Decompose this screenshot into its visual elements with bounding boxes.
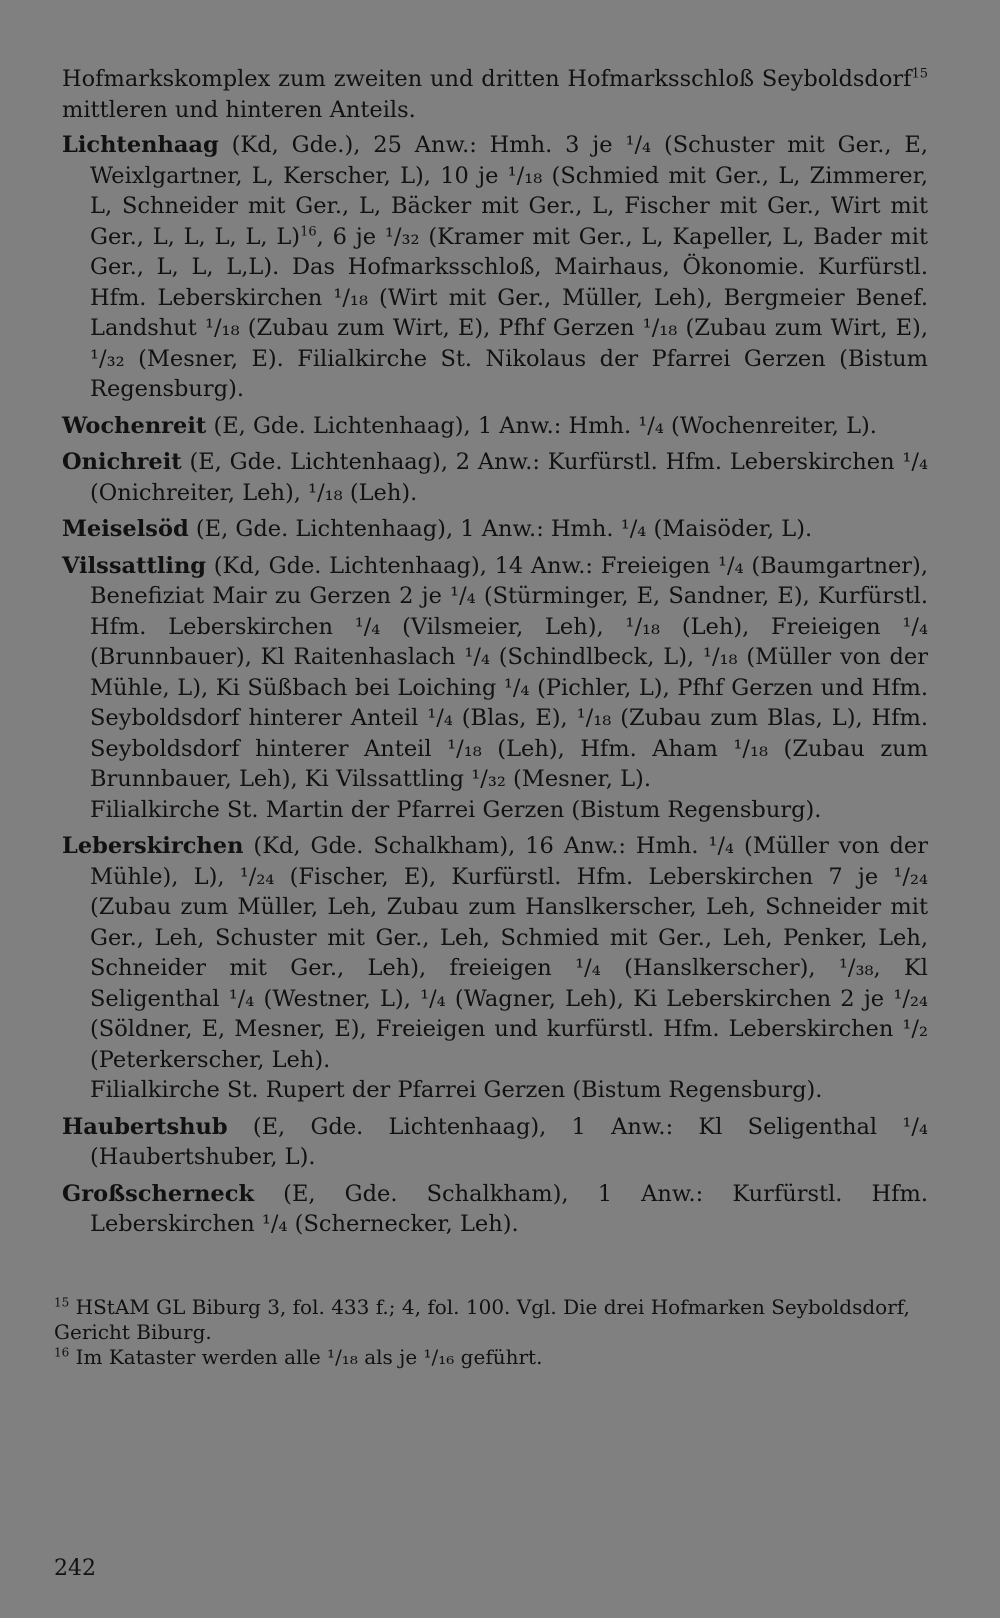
intro-text: Hofmarkskomplex zum zweiten und dritten Hofmarksschloß Seyboldsdorf (62, 66, 912, 92)
entry-wochenreit (62, 411, 928, 442)
footnote-ref-15: 15 (911, 66, 928, 82)
entry-text: (Kd, Gde. Lichtenhaag), 14 Anw.: Freieigen ¹/₄ (Baumgartner), Benefiziat Mair zu Gerzen 2 je ¹/₄ (Stürminger, E, Sandner, E), Kurfürstl. Hfm. Leberskirchen ¹/₄ (Vilsmeier, Leh), ¹/₁₈ (Leh), Freieigen ¹/₄ (Brunnbauer), Kl Raitenhaslach ¹/₄ (Schindlbeck, L), ¹/₁₈ (Müller von der Mühle, L), Ki Süßbach bei Loiching ¹/₄ (Pichler, L), Pfhf Gerzen und Hfm. Seyboldsdorf hinterer Anteil ¹/₄ (Blas, E), ¹/₁₈ (Zubau zum Blas, L), Hfm. Seyboldsdorf hinterer Anteil ¹/₁₈ (Leh), Hfm. Aham ¹/₁₈ (Zubau zum Brunnbauer, Leh), Ki Vilssattling ¹/₃₂ (Mesner, L). (90, 552, 928, 792)
footnote-text: HStAM GL Biburg 3, fol. 433 f.; 4, fol. 100. Vgl. Die drei Hofmarken Seyboldsdorf, Gericht Biburg. (54, 1295, 910, 1344)
entry-text-end: , 6 je ¹/₃₂ (Kramer mit Ger., L, Kapeller, L, Bader mit Ger., L, L, L,L). Das Hofmarksschloß, Mairhaus, Ökonomie. Kurfürstl. Hfm. Leberskirchen ¹/₁₈ (Wirt mit Ger., Müller, Leh), Bergmeier Benef. Landshut ¹/₁₈ (Zubau zum Wirt, E), Pfhf Gerzen ¹/₁₈ (Zubau zum Wirt, E), ¹/₃₂ (Mesner, E). Filialkirche St. Nikolaus der Pfarrei Gerzen (Bistum Regensburg). (90, 223, 928, 402)
footnote-text: Im Kataster werden alle ¹/₁₈ als je ¹/₁₆ geführt. (69, 1345, 543, 1369)
intro-paragraph (62, 64, 928, 125)
page-number: 242 (54, 1556, 96, 1581)
entry-text: (E, Gde. Lichtenhaag), 2 Anw.: Kurfürstl. Hfm. Leberskirchen ¹/₄ (Onichreiter, Leh), ¹/₁₈ (Leh). (90, 449, 928, 506)
entry-meiselsoed (62, 514, 928, 545)
footnote-15 (54, 1295, 926, 1345)
church-note: Filialkirche St. Rupert der Pfarrei Gerzen (Bistum Regensburg). (90, 1077, 823, 1103)
place-name: Großscherneck (62, 1180, 255, 1207)
entry-haubertshub (62, 1112, 928, 1173)
main-text (62, 64, 928, 1246)
entry-lichtenhaag (62, 130, 928, 405)
church-note: Filialkirche St. Martin der Pfarrei Gerzen (Bistum Regensburg). (90, 796, 822, 823)
entry-text: (E, Gde. Lichtenhaag), 1 Anw.: Hmh. ¹/₄ (Maisöder, L). (188, 516, 813, 542)
footnotes (54, 1295, 926, 1370)
place-name: Vilssattling (62, 552, 207, 579)
place-name: Meiselsöd (62, 516, 189, 542)
entry-leberskirchen (62, 831, 928, 1075)
entry-text: (Kd, Gde. Schalkham), 16 Anw.: Hmh. ¹/₄ (Müller von der Mühle), L), ¹/₂₄ (Fischer, E), Kurfürstl. Hfm. Leberskirchen 7 je ¹/₂₄ (Zubau zum Müller, Leh, Zubau zum Hanslkerscher, Leh, Schneider mit Ger., Leh, Schuster mit Ger., Leh, Schmied mit Ger., Leh, Penker, Leh, Schneider mit Ger., Leh), freieigen ¹/₄ (Hanslkerscher), ¹/₃₈, Kl Seligenthal ¹/₄ (Westner, L), ¹/₄ (Wagner, Leh), Ki Leberskirchen 2 je ¹/₂₄ (Söldner, E, Mesner, E), Freieigen und kurfürstl. Hfm. Leberskirchen ¹/₂ (Peterkerscher, Leh). (90, 833, 928, 1073)
place-name: Wochenreit (62, 412, 207, 439)
entry-onichreit (62, 447, 928, 508)
entry-text: (E, Gde. Lichtenhaag), 1 Anw.: Kl Seligenthal ¹/₄ (Haubertshuber, L). (90, 1113, 928, 1170)
place-name: Lichtenhaag (62, 132, 219, 158)
footnote-16 (54, 1345, 926, 1370)
place-name: Haubertshub (62, 1113, 228, 1140)
entry-vilssattling (62, 551, 928, 795)
intro-text-end: mittleren und hinteren Anteils. (62, 96, 416, 123)
entry-text: (Kd, Gde.), 25 Anw.: Hmh. 3 je ¹/₄ (Schuster mit Ger., E, Weixlgartner, L, Kerscher, L), 10 je ¹/₁₈ (Schmied mit Ger., L, Zimmerer, L, Schneider mit Ger., L, Bäcker mit Ger., L, Fischer mit Ger., Wirt mit Ger., L, L, L, L, L) (90, 132, 928, 250)
entry-grossscherneck (62, 1179, 928, 1240)
footnote-ref-16: 16 (300, 224, 317, 239)
entry-text: (E, Gde. Lichtenhaag), 1 Anw.: Hmh. ¹/₄ (Wochenreiter, L). (206, 412, 877, 439)
footnote-number: 15 (54, 1295, 70, 1310)
place-name: Onichreit (62, 449, 182, 475)
footnote-number: 16 (54, 1345, 70, 1360)
entry-text: (E, Gde. Schalkham), 1 Anw.: Kurfürstl. Hfm. Leberskirchen ¹/₄ (Schernecker, Leh). (90, 1180, 928, 1237)
place-name: Leberskirchen (62, 833, 244, 859)
